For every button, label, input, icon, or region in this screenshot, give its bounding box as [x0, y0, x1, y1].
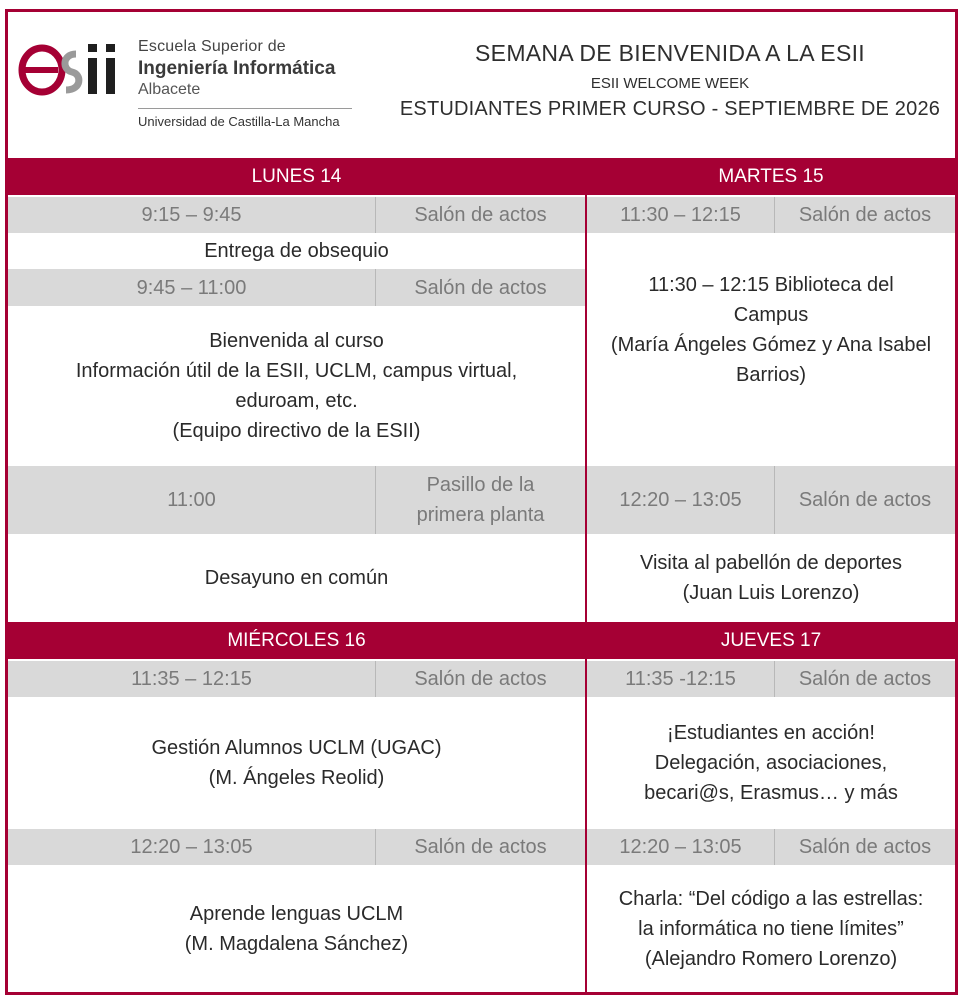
time-row	[8, 197, 585, 233]
activity-cell	[8, 865, 585, 993]
logo-line-3: Albacete	[138, 81, 201, 98]
activity-text: 11:30 – 12:15 Biblioteca del Campus (María Ángeles Gómez y Ana Isabel Barrios)	[610, 274, 932, 386]
time-row	[8, 466, 585, 534]
day-header-tuesday: MARTES 15	[718, 166, 824, 187]
day-header-wednesday: MIÉRCOLES 16	[227, 630, 366, 651]
time-label: 12:20 – 13:05	[619, 836, 742, 858]
time-row	[587, 829, 955, 865]
activity-cell	[8, 233, 585, 269]
activity-cell	[587, 236, 955, 466]
logo-line-2: Ingeniería Informática	[138, 58, 336, 79]
time-label: 11:30 – 12:15	[620, 204, 741, 226]
esii-logo	[18, 40, 122, 105]
course-title: ESTUDIANTES PRIMER CURSO - SEPTIEMBRE DE 2026	[399, 98, 941, 120]
time-row	[8, 661, 585, 697]
place-label: Pasillo de la primera planta	[416, 474, 545, 526]
time-label: 12:20 – 13:05	[619, 489, 742, 511]
time-label: 11:35 – 12:15	[131, 668, 252, 690]
time-label: 11:00	[167, 489, 216, 511]
time-row	[587, 466, 955, 534]
activity-cell	[587, 534, 955, 622]
activity-text: ¡Estudiantes en acción! Delegación, asociaciones, becari@s, Erasmus… y más	[644, 722, 898, 804]
activity-text: Gestión Alumnos UCLM (UGAC) (M. Ángeles Reolid)	[151, 737, 442, 789]
activity-text: Visita al pabellón de deportes (Juan Luis Lorenzo)	[639, 552, 903, 604]
activity-cell	[8, 534, 585, 622]
activity-cell	[587, 865, 955, 993]
time-label: 12:20 – 13:05	[130, 836, 253, 858]
place-label: Salón de actos	[414, 836, 547, 858]
place-label: Salón de actos	[414, 204, 547, 226]
activity-text: Desayuno en común	[204, 567, 389, 589]
activity-cell	[587, 697, 955, 829]
university-name: Universidad de Castilla-La Mancha	[138, 114, 340, 129]
page-title: SEMANA DE BIENVENIDA A LA ESII	[475, 40, 865, 66]
time-label: 9:15 – 9:45	[141, 204, 242, 226]
place-label: Salón de actos	[414, 668, 547, 690]
activity-text: Entrega de obsequio	[204, 240, 389, 262]
time-row	[8, 269, 585, 306]
activity-text: Bienvenida al curso Información útil de la ESII, UCLM, campus virtual, eduroam, etc. (Equipo directivo de la ESII)	[75, 330, 518, 442]
logo-line-1: Escuela Superior de	[138, 38, 286, 55]
time-row	[8, 829, 585, 865]
day-header-monday: LUNES 14	[251, 166, 342, 187]
page-subtitle: ESII WELCOME WEEK	[590, 75, 750, 92]
time-label: 9:45 – 11:00	[136, 276, 247, 299]
time-row	[587, 661, 955, 697]
activity-cell	[8, 697, 585, 829]
day-header-thursday: JUEVES 17	[720, 630, 822, 651]
activity-text: Aprende lenguas UCLM (M. Magdalena Sánchez)	[184, 903, 409, 955]
time-row	[587, 197, 955, 233]
place-label: Salón de actos	[798, 836, 932, 858]
place-label: Salón de actos	[798, 204, 932, 226]
place-label: Salón de actos	[798, 489, 932, 511]
place-label: Salón de actos	[798, 668, 932, 690]
activity-text: Charla: “Del código a las estrellas: la informática no tiene límites” (Alejandro Romero Lorenzo)	[618, 888, 924, 970]
place-label: Salón de actos	[414, 276, 547, 299]
activity-cell	[8, 306, 585, 466]
logo-text	[138, 38, 335, 99]
logo-divider	[138, 108, 352, 109]
title-block	[380, 40, 960, 121]
time-label: 11:35 -12:15	[625, 668, 736, 690]
